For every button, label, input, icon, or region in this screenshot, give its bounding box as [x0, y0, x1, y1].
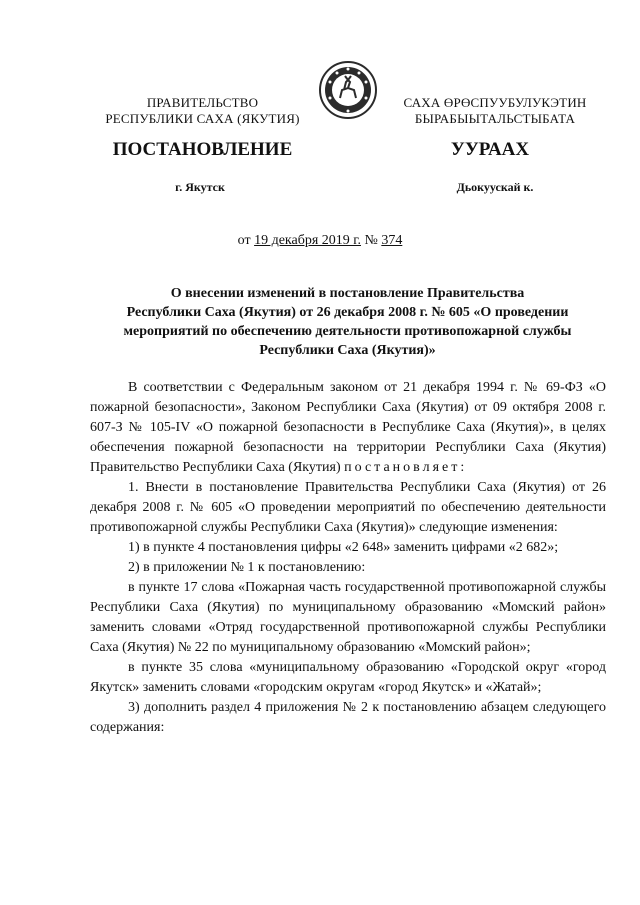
- authority-line1-sah: САХА ӨРӨСПУУБУЛУКЭТИН: [403, 95, 587, 110]
- authority-line2-sah: БЫРАБЫЫТАЛЬСТЫБАТА: [414, 111, 576, 126]
- authority-line2-ru: РЕСПУБЛИКИ САХА (ЯКУТИЯ): [105, 111, 300, 126]
- document-number: 374: [381, 233, 403, 248]
- preamble-text: В соответствии с Федеральным законом от 21 декабря 1994 г. № 69-ФЗ «О пожарной безопасности», Законом Республики Саха (Якутия) от 09 октября 2008 г. 607-З № 105-IV «О пожарной безопасности в Республике Саха (Якутия)», в целях обеспечения пожарной безопасности на территории Республики Саха (Якутия) Правительство Республики Саха (Якутия): [90, 380, 606, 475]
- subitem-1: 1) в пункте 4 постановления цифры «2 648» заменить цифрами «2 682»;: [128, 540, 559, 555]
- authority-line1-ru: ПРАВИТЕЛЬСТВО: [146, 95, 259, 110]
- document-body: [90, 378, 606, 738]
- item-1: 1. Внести в постановление Правительства Республики Саха (Якутия) от 26 декабря 2008 г. № 605 «О проведении мероприятий по обеспечению деятельности противопожарной службы Республики Саха (Якутия)» следующие изменения:: [90, 480, 606, 535]
- subitem-2-paragraph-a: в пункте 17 слова «Пожарная часть государственной противопожарной службы Республики Саха (Якутия) по муниципальному образованию «Момский район» заменить словами «Отряд государственной противопожарной службы Республики Саха (Якутия) № 22 по муниципальному образованию «Момский район»;: [90, 580, 606, 655]
- title-line: Республики Саха (Якутия) от 26 декабря 2008 г. № 605 «О проведении: [126, 305, 569, 320]
- title-line: мероприятий по обеспечению деятельности противопожарной службы: [123, 324, 572, 339]
- document-date: 19 декабря 2019 г.: [254, 233, 361, 248]
- subitem-2: 2) в приложении № 1 к постановлению:: [128, 560, 366, 575]
- header-left-authority: [95, 95, 310, 127]
- preamble-paragraph: [90, 378, 606, 478]
- doc-type-sah: УУРААХ: [450, 139, 530, 160]
- header-right-authority: [390, 95, 600, 127]
- number-sign: №: [364, 233, 378, 248]
- decree-word: постановляет:: [344, 460, 468, 475]
- subitem-3: 3) дополнить раздел 4 приложения № 2 к постановлению абзацем следующего содержания:: [90, 700, 606, 735]
- city-ru: г. Якутск: [175, 180, 225, 194]
- date-prefix: от: [237, 233, 251, 248]
- title-line: Республики Саха (Якутия)»: [259, 343, 436, 358]
- sakha-emblem-icon: [318, 60, 378, 120]
- title-line: О внесении изменений в постановление Правительства: [170, 286, 525, 301]
- subitem-2-paragraph-b: в пункте 35 слова «муниципальному образованию «Городской округ «город Якутск» заменить словами «городским округам «город Якутск» и «Жатай»;: [90, 660, 606, 695]
- city-sah: Дьокуускай к.: [456, 180, 534, 194]
- document-title: [90, 284, 605, 360]
- document-date-number: [180, 233, 460, 249]
- doc-type-ru: ПОСТАНОВЛЕНИЕ: [112, 139, 293, 160]
